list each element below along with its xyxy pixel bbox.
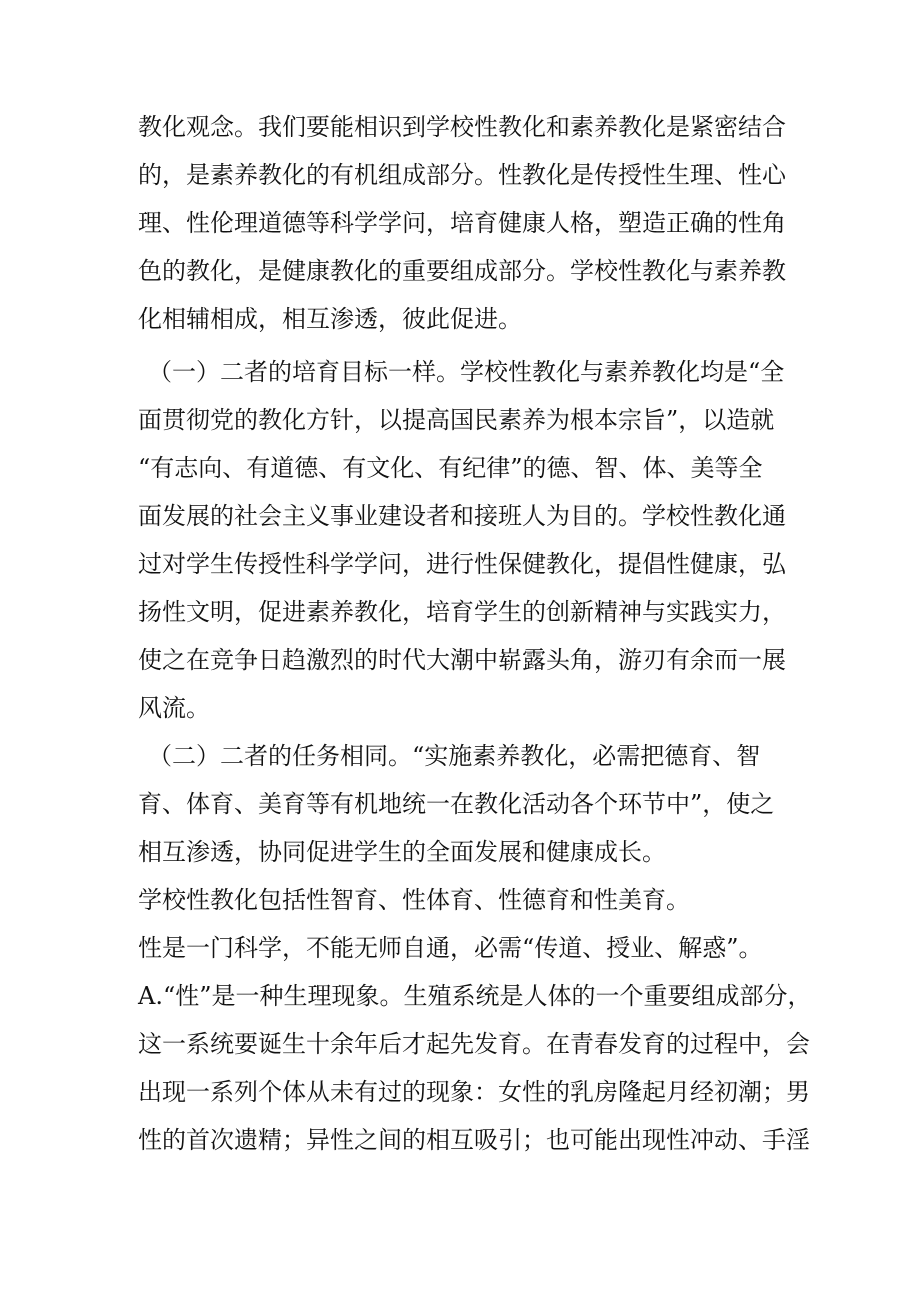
text-line: 过对学生传授性科学学问，进行性保健教化，提倡性健康，弘: [138, 550, 786, 578]
text-line: 理、性伦理道德等科学学问，培育健康人格，塑造正确的性角: [138, 209, 786, 237]
text-line: 教化观念。我们要能相识到学校性教化和素养教化是紧密结合: [138, 113, 786, 141]
text-line: 风流。: [138, 694, 210, 722]
text-line: 面发展的社会主义事业建设者和接班人为目的。学校性教化通: [138, 502, 786, 530]
text-line: 面贯彻党的教化方针，以提高国民素养为根本宗旨”，以造就: [138, 406, 775, 434]
text-line: 使之在竞争日趋激烈的时代大潮中崭露头角，游刃有余而一展: [138, 646, 786, 674]
text-line: （二）二者的任务相同。“实施素养教化，必需把德育、智: [148, 742, 761, 770]
text-line: 性的首次遗精；异性之间的相互吸引；也可能出现性冲动、手淫: [138, 1126, 810, 1154]
text-line: 学校性教化包括性智育、性体育、性德育和性美育。: [138, 886, 690, 914]
text-line: 这一系统要诞生十余年后才起先发育。在青春发育的过程中，会: [138, 1030, 810, 1058]
text-line: 相互渗透，协同促进学生的全面发展和健康成长。: [138, 838, 666, 866]
text-line: 化相辅相成，相互渗透，彼此促进。: [138, 305, 522, 333]
text-line: A.“性”是一种生理现象。生殖系统是人体的一个重要组成部分，: [138, 982, 812, 1010]
text-line: “有志向、有道德、有文化、有纪律”的德、智、体、美等全: [138, 454, 763, 482]
text-line: 出现一系列个体从未有过的现象：女性的乳房隆起月经初潮；男: [138, 1078, 810, 1106]
text-line: 的，是素养教化的有机组成部分。性教化是传授性生理、性心: [138, 161, 786, 189]
text-line: 色的教化，是健康教化的重要组成部分。学校性教化与素养教: [138, 257, 786, 285]
text-line: （一）二者的培育目标一样。学校性教化与素养教化均是“全: [148, 358, 785, 386]
text-line: 育、体育、美育等有机地统一在教化活动各个环节中”，使之: [138, 790, 775, 818]
text-line: 扬性文明，促进素养教化，培育学生的创新精神与实践实力，: [138, 598, 786, 626]
text-line: 性是一门科学，不能无师自通，必需“传道、授业、解惑”。: [138, 934, 763, 962]
